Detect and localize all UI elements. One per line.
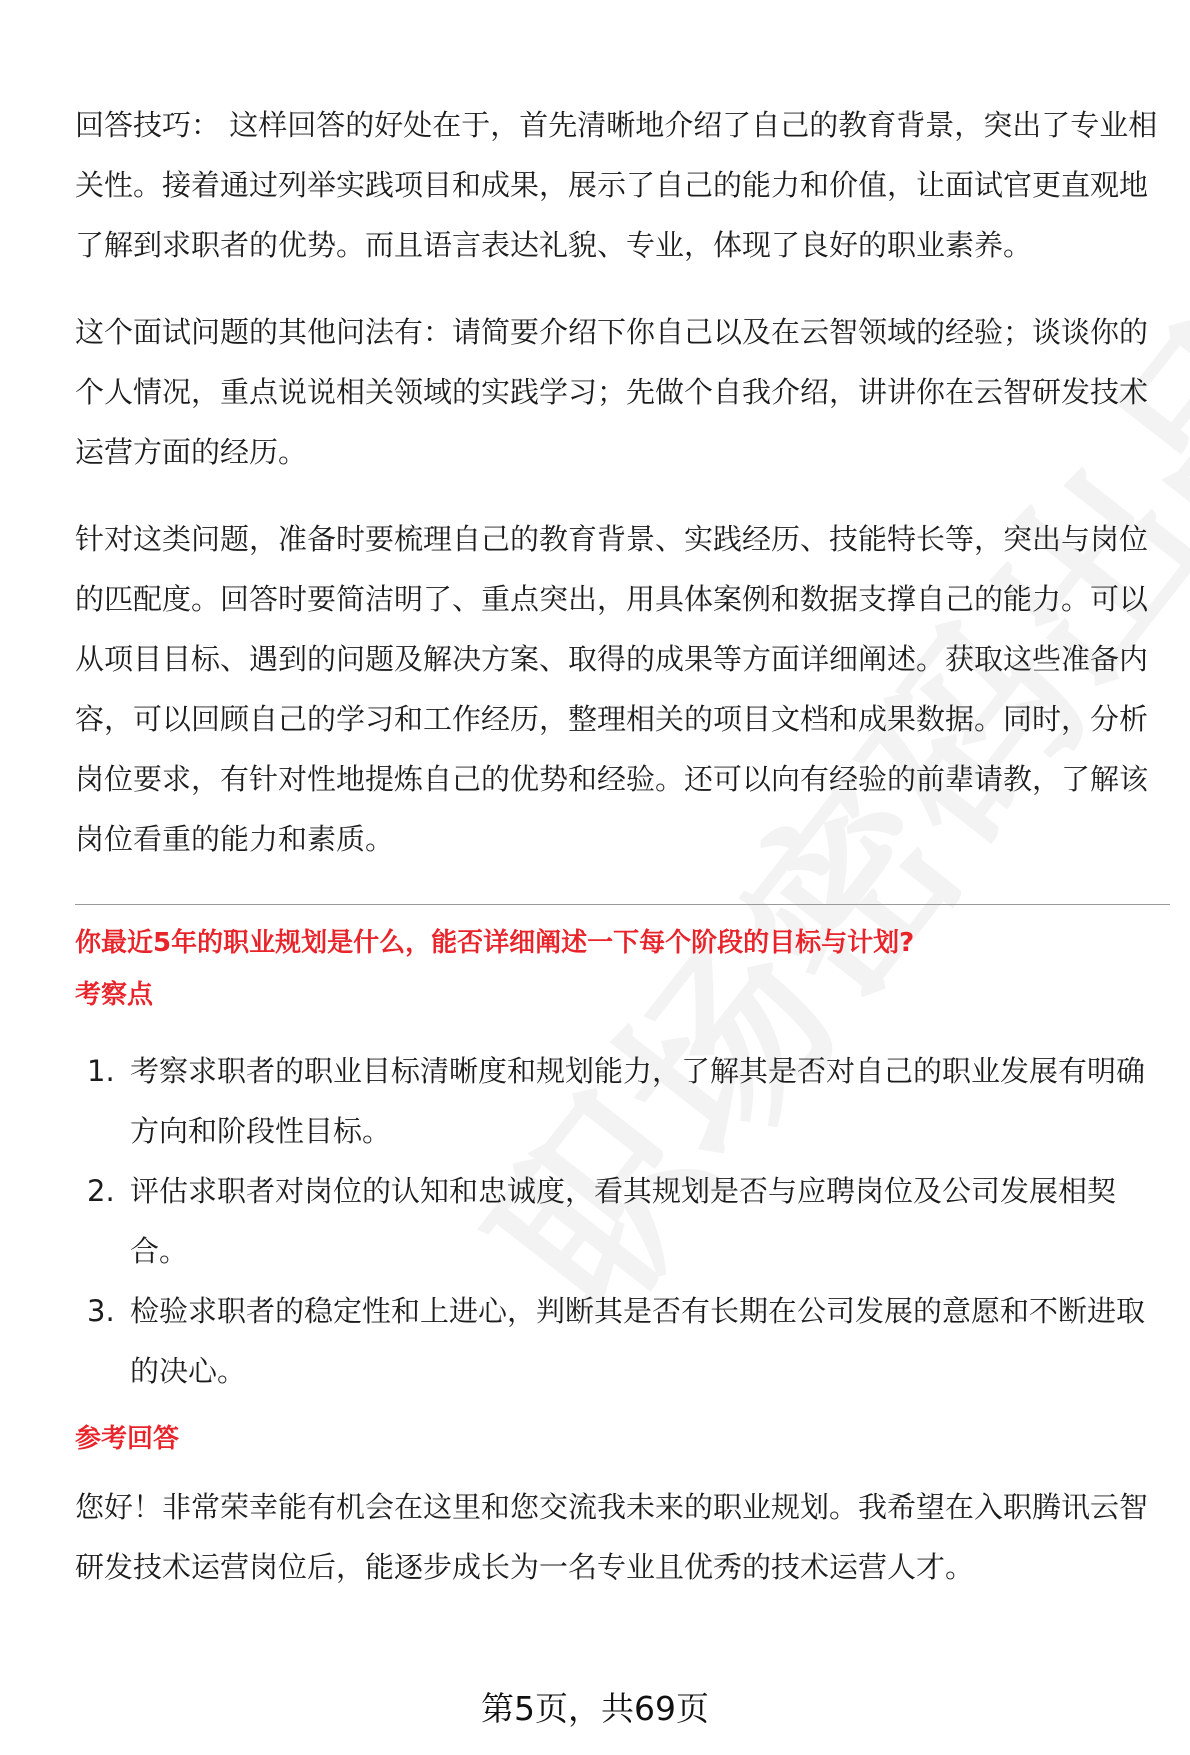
list-number: 3. bbox=[87, 1294, 115, 1328]
list-number: 1. bbox=[87, 1054, 115, 1088]
paragraph-reference-answer: 您好！非常荣幸能有机会在这里和您交流我未来的职业规划。我希望在入职腾讯云智研发技术运营岗位后，能逐步成长为一名专业且优秀的技术运营人才。 bbox=[75, 1490, 1149, 1584]
list-item-text: 评估求职者对岗位的认知和忠诚度，看其规划是否与应聘岗位及公司发展相契合。 bbox=[130, 1174, 1117, 1268]
page-number: 第5页，共69页 bbox=[481, 1689, 709, 1728]
points-list bbox=[75, 1041, 1170, 1401]
list-item-text: 考察求职者的职业目标清晰度和规划能力，了解其是否对自己的职业发展有明确方向和阶段性目标。 bbox=[130, 1054, 1146, 1148]
section-title-points: 考察点 bbox=[75, 980, 154, 1010]
paragraph-answer-tips: 回答技巧： 这样回答的好处在于，首先清晰地介绍了自己的教育背景，突出了专业相关性。接着通过列举实践项目和成果，展示了自己的能力和价值，让面试官更直观地了解到求职者的优势。而且语言表达礼貌、专业，体现了良好的职业素养。 bbox=[75, 108, 1158, 262]
list-item bbox=[75, 1161, 1170, 1281]
list-number: 2. bbox=[87, 1174, 115, 1208]
paragraph-preparation: 针对这类问题，准备时要梳理自己的教育背景、实践经历、技能特长等，突出与岗位的匹配度。回答时要简洁明了、重点突出，用具体案例和数据支撑自己的能力。可以从项目目标、遇到的问题及解决方案、取得的成果等方面详细阐述。获取这些准备内容，可以回顾自己的学习和工作经历，整理相关的项目文档和成果数据。同时，分析岗位要求，有针对性地提炼自己的优势和经验。还可以向有经验的前辈请教，了解该岗位看重的能力和素质。 bbox=[75, 522, 1149, 856]
paragraph-other-phrasings: 这个面试问题的其他问法有：请简要介绍下你自己以及在云智领域的经验；谈谈你的个人情况，重点说说相关领域的实践学习；先做个自我介绍，讲讲你在云智研发技术运营方面的经历。 bbox=[75, 315, 1149, 469]
list-item bbox=[75, 1281, 1170, 1401]
page-content bbox=[75, 95, 1170, 1597]
list-item-text: 检验求职者的稳定性和上进心，判断其是否有长期在公司发展的意愿和不断进取的决心。 bbox=[130, 1294, 1146, 1388]
question-heading: 你最近5年的职业规划是什么，能否详细阐述一下每个阶段的目标与计划? bbox=[75, 928, 915, 958]
divider bbox=[75, 904, 1170, 905]
section-title-answer: 参考回答 bbox=[75, 1424, 180, 1454]
list-item bbox=[75, 1041, 1170, 1161]
